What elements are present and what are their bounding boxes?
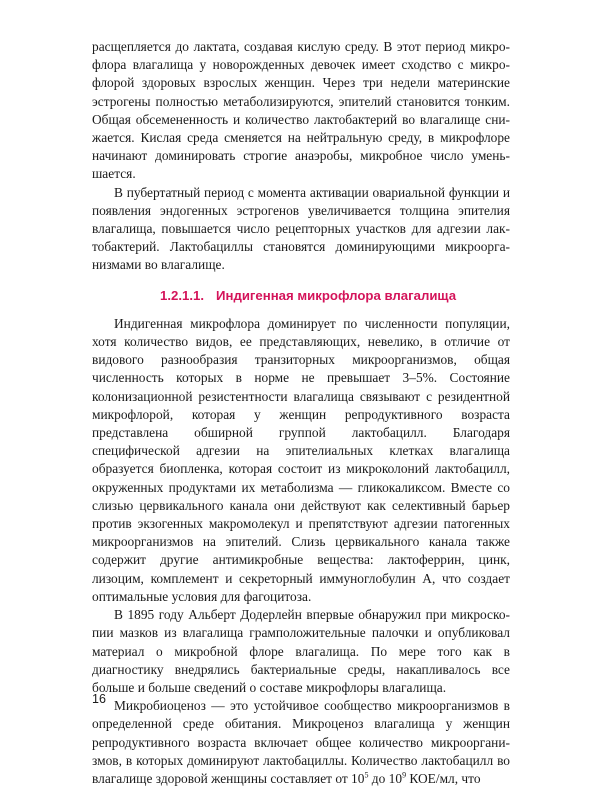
section-heading-title: Индигенная микрофлора влагалища — [216, 287, 457, 303]
paragraph: расщепляется до лактата, создавая кислую среду. В этот период микрофлора влагалища у новорожденных девочек имеет сходство с микрофлорой здоровых взрослых женщин. Через три недели материнские эстрогены полностью метаболизируются, эпителий становится тонким. Общая обсемененность и количество лактобактерий во влагалище снижается. Кислая среда сменяется на нейтральную среду, в микрофлоре начинают доминировать строгие анаэробы, микробное число уменьшается. — [92, 39, 510, 182]
paragraph: Индигенная микрофлора доминирует по численности популяции, хотя количество видов, ее представляющих, невелико, в отличие от видового разнообразия транзиторных микроорганизмов, общая численность которых в норме не превышает 3–5%. Состояние колонизационной резистентности влагалища связывают с резидентной микрофлорой, которая у женщин репродуктивного возраста представлена обширной группой лактобацилл. Благодаря специфической адгезии на эпителиальных клетках влагалища образуется биопленка, которая состоит из микроколоний лактобацилл, окруженных продуктами их метаболизма — гликокаликсом. Вместе со слизью цервикального канала они действуют как селективный барьер против экзогенных макромолекул и препятствуют адгезии патогенных микроорганизмов на эпителий. Слизь цервикального канала также содержит другие антимикробные вещества: лактоферрин, цинк, лизоцим, комплемент и секреторный иммуноглобулин А, что создает оптимальные условия для фагоцитоза. — [92, 315, 510, 604]
section-heading — [92, 287, 510, 305]
exponent: 9 — [402, 770, 407, 780]
page-body — [92, 38, 510, 788]
paragraph — [92, 697, 510, 788]
paragraph-text: до 10 — [368, 770, 403, 786]
section-heading-number: 1.2.1.1. — [160, 287, 204, 303]
paragraph-text: КОЕ/мл, что — [406, 770, 481, 786]
paragraph-text: Микробиоценоз — это устойчивое сообщество микроорганизмов в определенной среде обитания. Микроценоз влагалища у женщин репродуктивного возраста включает общее количество микроорганизмов, в которых доминируют лактобациллы. Количество лактобацилл во влагалище здоровой женщины составляет от 10 — [92, 698, 510, 786]
exponent: 5 — [364, 770, 369, 780]
paragraph: В 1895 году Альберт Додерлейн впервые обнаружил при микроскопии мазков из влагалища грамположительные палочки и опубликовал материал о микробной флоре влагалища. По мере того как в диагностику внедрялись бактериальные среды, накапливалось все больше и больше сведений о составе микрофлоры влагалища. — [92, 607, 510, 695]
paragraph: В пубертатный период с момента активации овариальной функции и появления эндогенных эстрогенов увеличивается толщина эпителия влагалища, повышается число рецепторных участков для адгезии лактобактерий. Лактобациллы становятся доминирующими микроорганизмами во влагалище. — [92, 184, 510, 273]
page-number: 16 — [92, 692, 106, 706]
